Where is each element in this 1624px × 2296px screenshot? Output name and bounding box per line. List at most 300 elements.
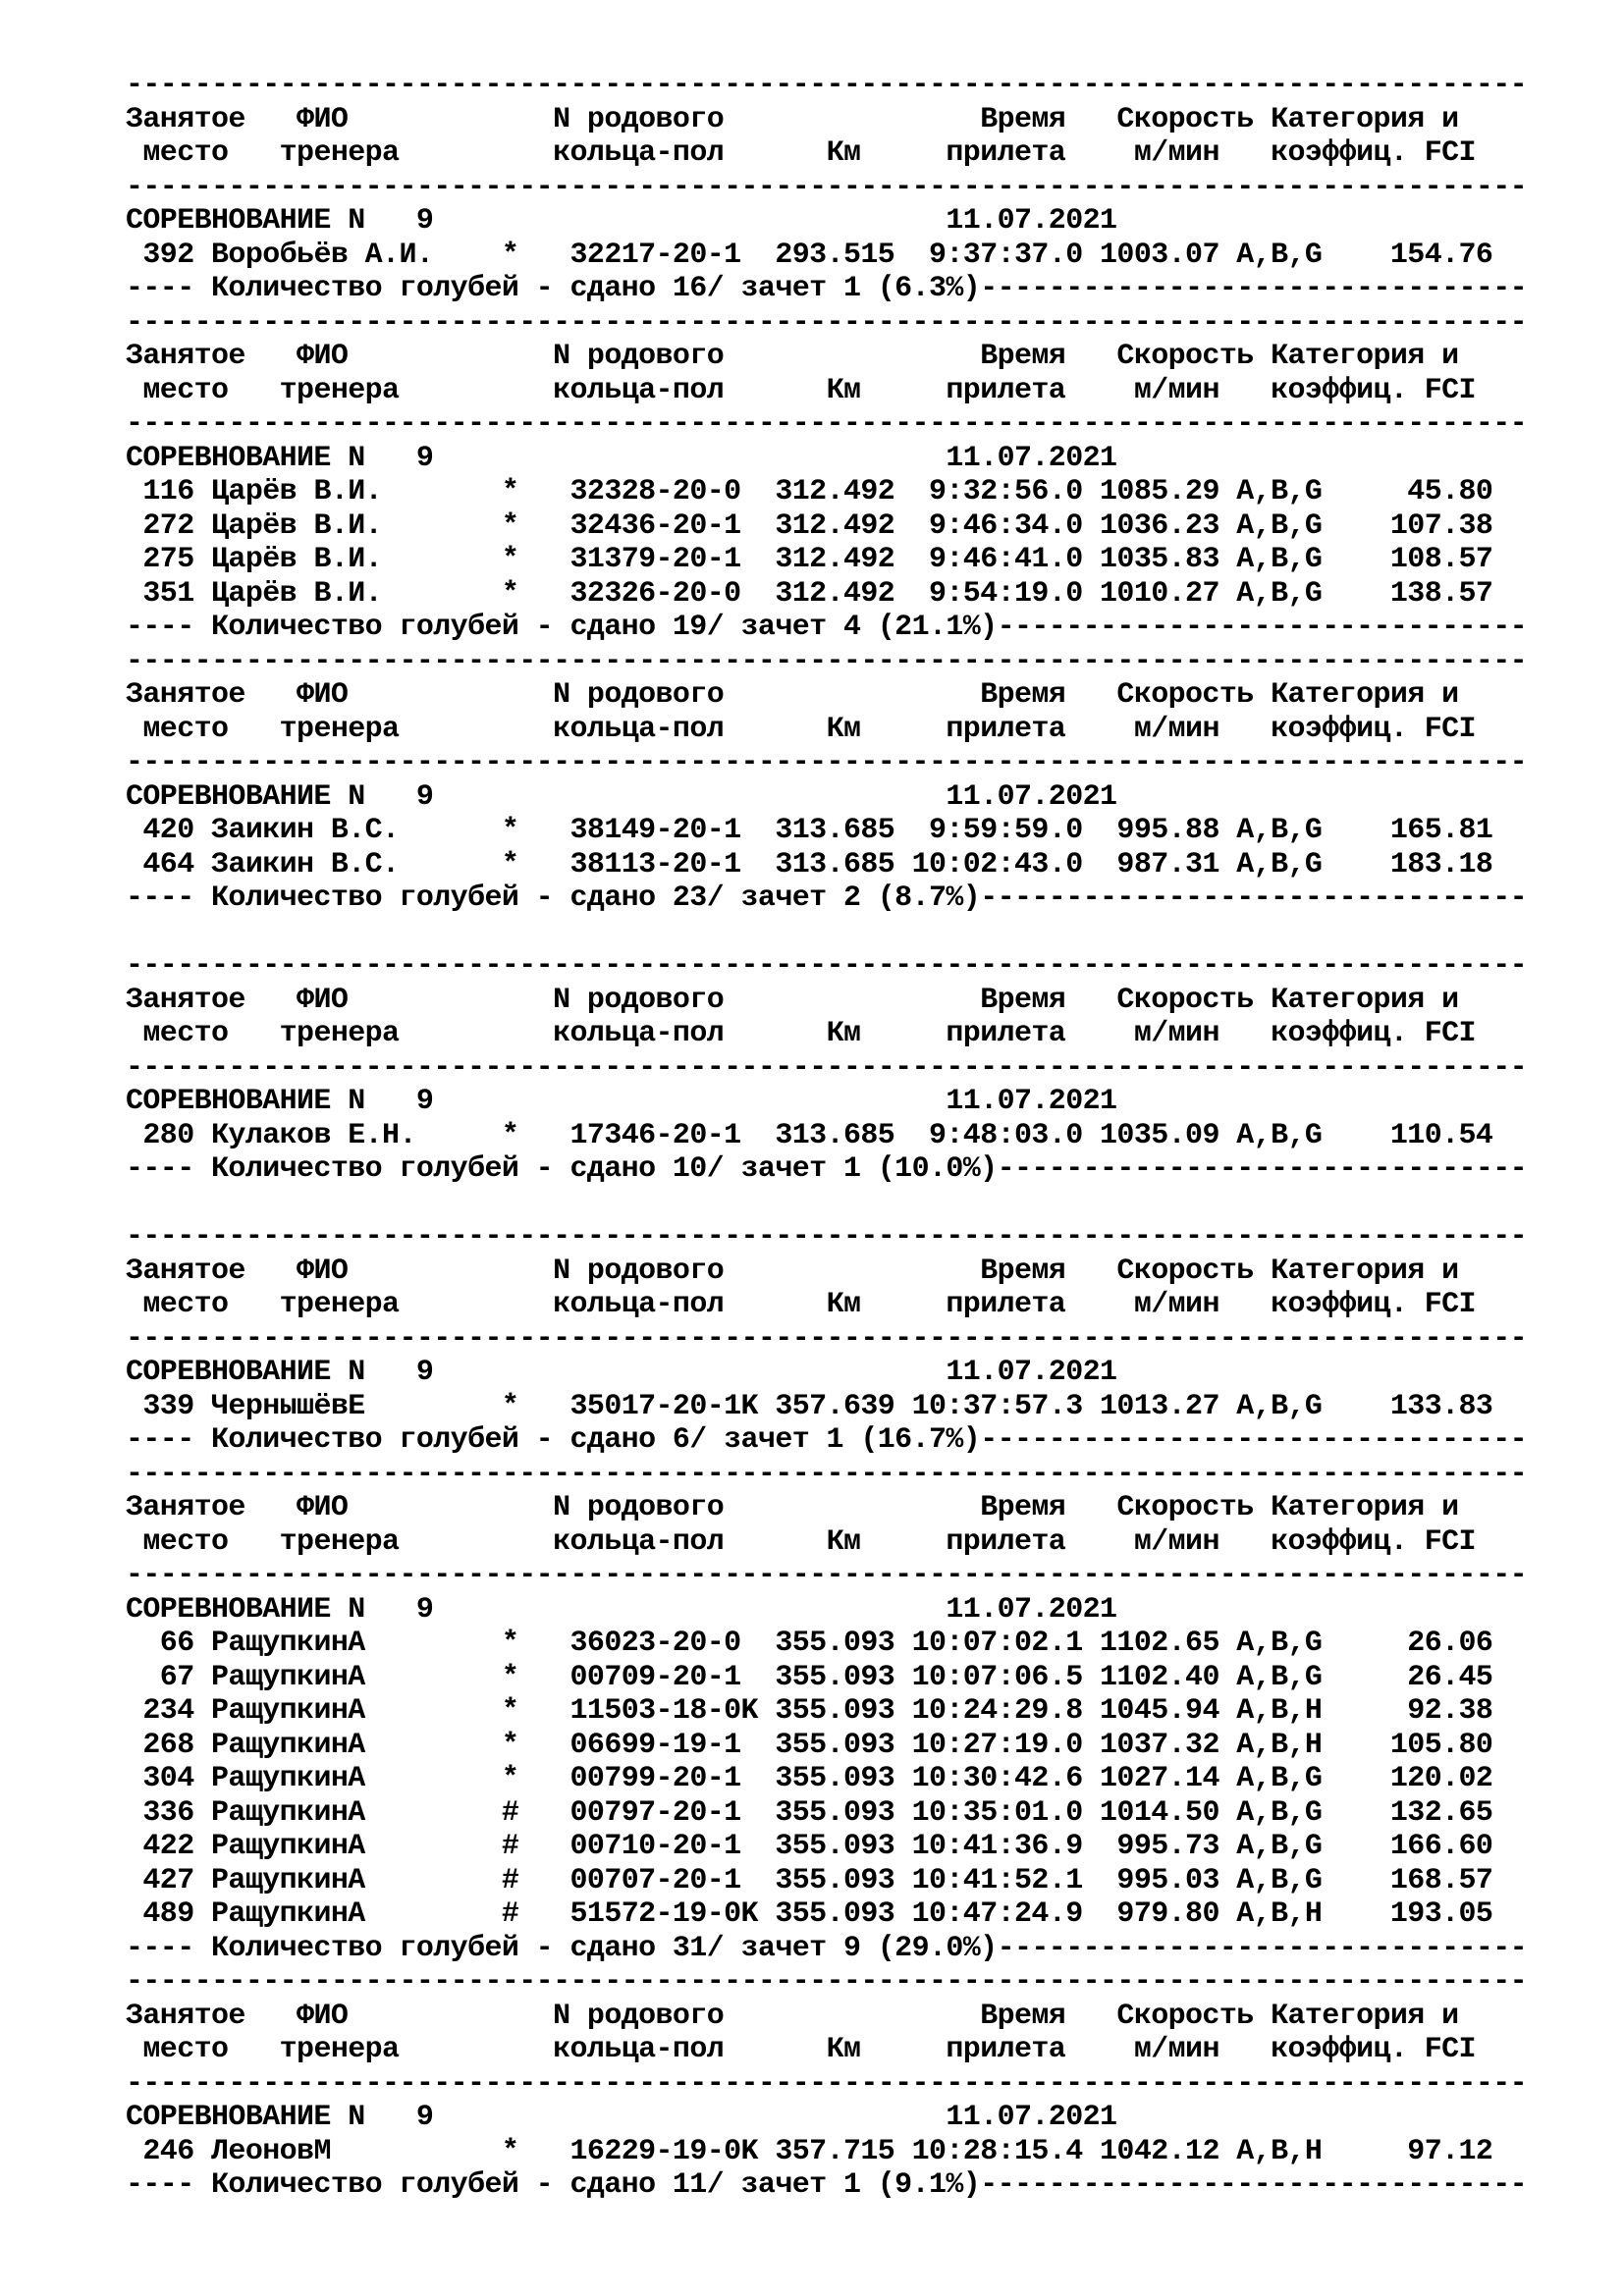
header-cell: тренера [279, 1017, 400, 1050]
header-cell: коэфф [1271, 1288, 1357, 1321]
spacer [348, 103, 553, 136]
header-cell: тренера [279, 2033, 400, 2066]
submitted-count: 6/ [672, 1423, 707, 1457]
header-cell: Км [826, 2033, 861, 2066]
time-cell: 10:35:01.0 [894, 1795, 1083, 1830]
spacer [1254, 984, 1271, 1017]
mark-cell: * [501, 1389, 519, 1423]
header-cell: иц. FCI [1356, 712, 1476, 746]
spacer [724, 1491, 980, 1524]
spacer [860, 611, 877, 644]
result-row [126, 1694, 1527, 1729]
competition-number: 9 [415, 204, 434, 238]
km-cell: 312.492 [775, 543, 895, 576]
spacer [365, 442, 416, 475]
header-cell: Время [980, 678, 1066, 712]
submitted-count: 23/ [672, 881, 725, 915]
mark-cell: * [501, 475, 519, 508]
name-cell: РащупкинА [211, 1762, 502, 1795]
header-cell: кольца-пол [553, 1288, 725, 1321]
spacer [860, 1152, 877, 1186]
header-row-1 [126, 103, 1527, 137]
place-cell: 116 [126, 475, 194, 508]
spacer [724, 1525, 826, 1559]
header-cell: прилета [946, 1524, 1066, 1559]
competition-line [126, 780, 1527, 815]
fci-cell: 45.80 [1322, 475, 1493, 508]
category-cell: A,B,G [1236, 814, 1323, 847]
credit-label: зачет [740, 2168, 827, 2202]
header-cell: коэфф [1271, 373, 1357, 407]
header-cell: Км [826, 373, 861, 407]
spacer [1219, 1729, 1236, 1762]
header-cell: N родового [553, 678, 725, 712]
time-cell: 10:24:29.8 [894, 1694, 1083, 1728]
spacer [724, 340, 980, 373]
spacer [724, 2168, 740, 2202]
header-cell: иц. FCI [1356, 1524, 1476, 1559]
spacer [1219, 1694, 1236, 1728]
km-cell: 355.093 [775, 1863, 895, 1897]
ring-cell: 51572-19-0K [569, 1897, 776, 1931]
fci-cell: 154.76 [1322, 238, 1493, 272]
result-row [126, 848, 1527, 882]
spacer [399, 2033, 553, 2066]
ring-cell: 06699-19-1 [569, 1728, 776, 1762]
spacer [194, 2135, 211, 2168]
divider [126, 1322, 1527, 1357]
competition-line [126, 1085, 1527, 1119]
blank-line [126, 916, 1527, 950]
spacer [365, 1356, 416, 1389]
header-cell: ФИО [297, 1491, 349, 1524]
header-cell: Км [826, 136, 861, 170]
speed-cell: 1085.29 [1082, 475, 1219, 508]
time-cell: 10:07:02.1 [894, 1627, 1083, 1660]
fci-cell: 92.38 [1322, 1694, 1493, 1728]
mark-cell: # [501, 1795, 519, 1830]
spacer [1219, 1864, 1236, 1897]
km-cell: 313.685 [775, 847, 895, 881]
km-cell: 355.093 [775, 1728, 895, 1762]
spacer [656, 272, 673, 305]
header-cell: Категория и [1271, 1491, 1459, 1524]
result-row [126, 509, 1527, 544]
time-cell: 10:07:06.5 [894, 1660, 1083, 1694]
spacer [1254, 1255, 1271, 1288]
spacer [1065, 1288, 1134, 1321]
header-cell: Занятое [126, 983, 245, 1017]
ring-cell: 36023-20-0 [569, 1627, 776, 1660]
results-report [126, 69, 1527, 2203]
header-cell: Скорость [1116, 1254, 1254, 1288]
spacer [724, 1255, 980, 1288]
competition-label: СОРЕВНОВАНИЕ N [126, 1085, 365, 1118]
competition-date: 11.07.2021 [946, 441, 1117, 475]
place-cell: 268 [126, 1728, 194, 1762]
category-cell: A,B,G [1236, 1627, 1323, 1660]
spacer [1219, 1525, 1271, 1559]
spacer [433, 2101, 946, 2134]
spacer [1254, 2000, 1271, 2033]
result-row [126, 1729, 1527, 1763]
competition-number: 9 [415, 2101, 434, 2134]
name-cell: Воробьёв А.И. [211, 238, 502, 272]
summary-dashes: ---- [126, 2168, 212, 2202]
blank-line [126, 1187, 1527, 1221]
spacer [1219, 239, 1236, 272]
speed-cell: 1010.27 [1082, 576, 1219, 611]
km-cell: 355.093 [775, 1795, 895, 1830]
fci-cell: 183.18 [1322, 847, 1493, 881]
credit-percent: (10.0%) [877, 1152, 998, 1186]
name-cell: РащупкинА [211, 1830, 502, 1863]
mark-cell: * [501, 1762, 519, 1795]
divider-dashes: ---------------------------------------------------------------------------------- [126, 644, 1528, 678]
spacer [656, 2168, 673, 2202]
ring-cell: 32328-20-0 [569, 475, 776, 508]
credit-percent: (6.3%) [877, 272, 981, 305]
category-cell: A,B,G [1236, 543, 1323, 576]
header-row-1 [126, 1491, 1527, 1525]
header-cell: Время [980, 102, 1066, 136]
spacer [399, 713, 553, 746]
spacer [724, 678, 980, 712]
spacer [126, 2033, 142, 2066]
header-cell: Занятое [126, 1491, 245, 1524]
header-cell: Время [980, 1999, 1066, 2033]
divider-dashes: ---------------------------------------------------------------------------------- [126, 746, 1528, 779]
header-row-2 [126, 713, 1527, 747]
summary-line [126, 2168, 1527, 2203]
spacer [126, 713, 142, 746]
speed-cell: 1102.65 [1082, 1627, 1219, 1660]
spacer [194, 577, 211, 611]
spacer [518, 239, 569, 272]
spacer [1065, 2033, 1134, 2066]
spacer [1065, 713, 1134, 746]
result-row [126, 577, 1527, 612]
category-cell: A,B,G [1236, 1389, 1323, 1423]
competition-date: 11.07.2021 [946, 1592, 1117, 1627]
fci-cell: 110.54 [1322, 1118, 1493, 1152]
spacer [194, 1897, 211, 1931]
name-cell: ЧернышёвЕ [211, 1389, 502, 1423]
spacer [348, 678, 553, 712]
credited-count: 1 [842, 272, 861, 305]
credited-count: 9 [842, 1931, 861, 1965]
spacer [860, 374, 946, 407]
header-cell: Км [826, 1017, 861, 1050]
header-cell: м/мин [1133, 1017, 1219, 1050]
spacer [1254, 678, 1271, 712]
place-cell: 422 [126, 1830, 194, 1863]
spacer [860, 136, 946, 170]
header-cell: N родового [553, 340, 725, 373]
header-cell: кольца-пол [553, 1017, 725, 1050]
divider [126, 1458, 1527, 1492]
header-cell: прилета [946, 712, 1066, 746]
time-cell: 10:30:42.6 [894, 1762, 1083, 1795]
spacer [365, 1593, 416, 1627]
summary-dashes: ------------------------------- [997, 1931, 1528, 1965]
competition-label: СОРЕВНОВАНИЕ N [126, 441, 365, 475]
divider [126, 2067, 1527, 2102]
header-cell: N родового [553, 102, 725, 136]
spacer [433, 204, 946, 238]
time-cell: 10:37:57.3 [894, 1389, 1083, 1423]
place-cell: 246 [126, 2134, 194, 2168]
competition-line [126, 442, 1527, 476]
mark-cell: * [501, 238, 519, 272]
spacer [1065, 136, 1134, 170]
name-cell: Заикин В.С. [211, 814, 502, 847]
competition-line [126, 1356, 1527, 1390]
header-cell: N родового [553, 1254, 725, 1288]
spacer [827, 611, 843, 644]
credit-percent: (8.7%) [877, 881, 981, 915]
place-cell: 272 [126, 508, 194, 543]
spacer [656, 1932, 673, 1965]
spacer [194, 543, 211, 576]
header-cell: коэфф [1271, 1524, 1357, 1559]
spacer [1219, 1762, 1236, 1795]
header-cell: место [142, 136, 229, 170]
header-cell: коэфф [1271, 2033, 1357, 2066]
spacer [1065, 2000, 1116, 2033]
divider-dashes: ---------------------------------------------------------------------------------- [126, 69, 1528, 102]
time-cell: 9:46:34.0 [894, 508, 1083, 543]
place-cell: 66 [126, 1627, 194, 1660]
result-row [126, 1830, 1527, 1864]
fci-cell: 108.57 [1322, 543, 1493, 576]
fci-cell: 193.05 [1322, 1897, 1493, 1931]
ring-cell: 00709-20-1 [569, 1660, 776, 1694]
spacer [518, 848, 569, 881]
header-cell: Время [980, 1254, 1066, 1288]
spacer [518, 1390, 569, 1423]
spacer [1219, 713, 1271, 746]
header-cell: прилета [946, 1017, 1066, 1050]
header-row-1 [126, 2000, 1527, 2034]
place-cell: 304 [126, 1762, 194, 1795]
spacer [1219, 1017, 1271, 1050]
name-cell: РащупкинА [211, 1627, 502, 1660]
spacer [348, 984, 553, 1017]
header-cell: м/мин [1133, 1288, 1219, 1321]
header-cell: N родового [553, 1491, 725, 1524]
competition-number: 9 [415, 1592, 434, 1627]
spacer [1219, 1390, 1236, 1423]
competition-date: 11.07.2021 [946, 1356, 1117, 1389]
ring-cell: 16229-19-0K [569, 2134, 776, 2168]
category-cell: A,B,G [1236, 1795, 1323, 1830]
spacer [518, 1729, 569, 1762]
speed-cell: 1102.40 [1082, 1660, 1219, 1694]
header-cell: Категория и [1271, 1254, 1459, 1288]
spacer [433, 1593, 946, 1627]
spacer [126, 136, 142, 170]
summary-dashes: ---- [126, 611, 212, 644]
header-row-2 [126, 2033, 1527, 2067]
spacer [1219, 848, 1236, 881]
spacer [1219, 1288, 1271, 1321]
header-cell: Занятое [126, 102, 245, 136]
header-cell: кольца-пол [553, 2033, 725, 2066]
competition-number: 9 [415, 1085, 434, 1118]
name-cell: РащупкинА [211, 1728, 502, 1762]
header-cell: Км [826, 1524, 861, 1559]
ring-cell: 00707-20-1 [569, 1863, 776, 1897]
spacer [1219, 1661, 1236, 1694]
submitted-count: 11/ [672, 2168, 725, 2202]
header-cell: место [142, 712, 229, 746]
spacer [724, 103, 980, 136]
name-cell: РащупкинА [211, 1795, 502, 1830]
spacer [245, 2000, 297, 2033]
divider-dashes: ---------------------------------------------------------------------------------- [126, 1050, 1528, 1085]
spacer [518, 543, 569, 576]
competition-label: СОРЕВНОВАНИЕ N [126, 1592, 365, 1627]
mark-cell: * [501, 1118, 519, 1152]
divider [126, 1559, 1527, 1593]
competition-date: 11.07.2021 [946, 1085, 1117, 1118]
category-cell: A,B,G [1236, 1830, 1323, 1863]
spacer [194, 814, 211, 847]
header-cell: м/мин [1133, 373, 1219, 407]
spacer [843, 1423, 860, 1457]
category-cell: A,B,G [1236, 508, 1323, 543]
divider-dashes: ---------------------------------------------------------------------------------- [126, 1965, 1528, 1999]
spacer [433, 442, 946, 475]
header-cell: коэфф [1271, 1017, 1357, 1050]
mark-cell: * [501, 1627, 519, 1660]
spacer [724, 713, 826, 746]
spacer [228, 136, 279, 170]
header-cell: м/мин [1133, 712, 1219, 746]
category-cell: A,B,G [1236, 238, 1323, 272]
name-cell: Царёв В.И. [211, 508, 502, 543]
ring-cell: 00710-20-1 [569, 1830, 776, 1863]
mark-cell: * [501, 543, 519, 576]
spacer [1219, 577, 1236, 611]
km-cell: 293.515 [775, 238, 895, 272]
name-cell: РащупкинА [211, 1694, 502, 1728]
result-row [126, 543, 1527, 577]
km-cell: 355.093 [775, 1660, 895, 1694]
competition-line [126, 204, 1527, 239]
spacer [194, 239, 211, 272]
fci-cell: 26.45 [1322, 1660, 1493, 1694]
fci-cell: 105.80 [1322, 1728, 1493, 1762]
credited-count: 2 [842, 881, 861, 915]
summary-label: Количество голубей - сдано [211, 881, 656, 915]
spacer [399, 374, 553, 407]
fci-cell: 138.57 [1322, 576, 1493, 611]
divider-dashes: ---------------------------------------------------------------------------------- [126, 170, 1528, 204]
competition-date: 11.07.2021 [946, 2101, 1117, 2134]
competition-number: 9 [415, 779, 434, 814]
ring-cell: 31379-20-1 [569, 543, 776, 576]
header-row-2 [126, 374, 1527, 408]
place-cell: 275 [126, 543, 194, 576]
ring-cell: 35017-20-1K [569, 1389, 776, 1423]
mark-cell: * [501, 508, 519, 543]
spacer [724, 1288, 826, 1321]
spacer [228, 374, 279, 407]
summary-line [126, 272, 1527, 306]
spacer [1065, 984, 1116, 1017]
spacer [860, 2033, 946, 2066]
spacer [194, 1661, 211, 1694]
summary-line [126, 881, 1527, 916]
divider-dashes: ---------------------------------------------------------------------------------- [126, 949, 1528, 983]
mark-cell: * [501, 814, 519, 847]
ring-cell: 38113-20-1 [569, 847, 776, 881]
ring-cell: 00797-20-1 [569, 1795, 776, 1830]
km-cell: 355.093 [775, 1762, 895, 1795]
spacer [1219, 1627, 1236, 1660]
spacer [228, 713, 279, 746]
place-cell: 339 [126, 1389, 194, 1423]
km-cell: 312.492 [775, 508, 895, 543]
category-cell: A,B,G [1236, 1118, 1323, 1152]
ring-cell: 00799-20-1 [569, 1762, 776, 1795]
spacer [245, 1255, 297, 1288]
header-cell: Скорость [1116, 1999, 1254, 2033]
header-cell: тренера [279, 373, 400, 407]
speed-cell: 1042.12 [1082, 2134, 1219, 2168]
header-row-1 [126, 678, 1527, 713]
spacer [1219, 374, 1271, 407]
mark-cell: * [501, 1694, 519, 1728]
summary-label: Количество голубей - сдано [211, 1931, 656, 1965]
header-row-2 [126, 1017, 1527, 1051]
header-cell: кольца-пол [553, 136, 725, 170]
header-row-1 [126, 984, 1527, 1018]
summary-dashes: -------------------------------- [980, 2168, 1528, 2202]
header-row-1 [126, 340, 1527, 374]
spacer [827, 1932, 843, 1965]
submitted-count: 19/ [672, 611, 725, 644]
speed-cell: 1013.27 [1082, 1389, 1219, 1423]
spacer [724, 1932, 740, 1965]
spacer [348, 1491, 553, 1524]
spacer [860, 1932, 877, 1965]
km-cell: 313.685 [775, 814, 895, 847]
mark-cell: * [501, 1728, 519, 1762]
header-cell: ФИО [297, 1999, 349, 2033]
header-cell: тренера [279, 136, 400, 170]
spacer [245, 984, 297, 1017]
spacer [1219, 2135, 1236, 2168]
header-cell: Занятое [126, 1999, 245, 2033]
divider [126, 645, 1527, 679]
time-cell: 10:28:15.4 [894, 2134, 1083, 2168]
spacer [827, 881, 843, 915]
fci-cell: 166.60 [1322, 1830, 1493, 1863]
competition-number: 9 [415, 1356, 434, 1389]
spacer [827, 2168, 843, 2202]
competition-number: 9 [415, 441, 434, 475]
spacer [518, 1762, 569, 1795]
header-cell: ФИО [297, 340, 349, 373]
divider [126, 171, 1527, 205]
spacer [860, 272, 877, 305]
header-cell: Занятое [126, 1254, 245, 1288]
category-cell: A,B,G [1236, 1660, 1323, 1694]
spacer [245, 1491, 297, 1524]
